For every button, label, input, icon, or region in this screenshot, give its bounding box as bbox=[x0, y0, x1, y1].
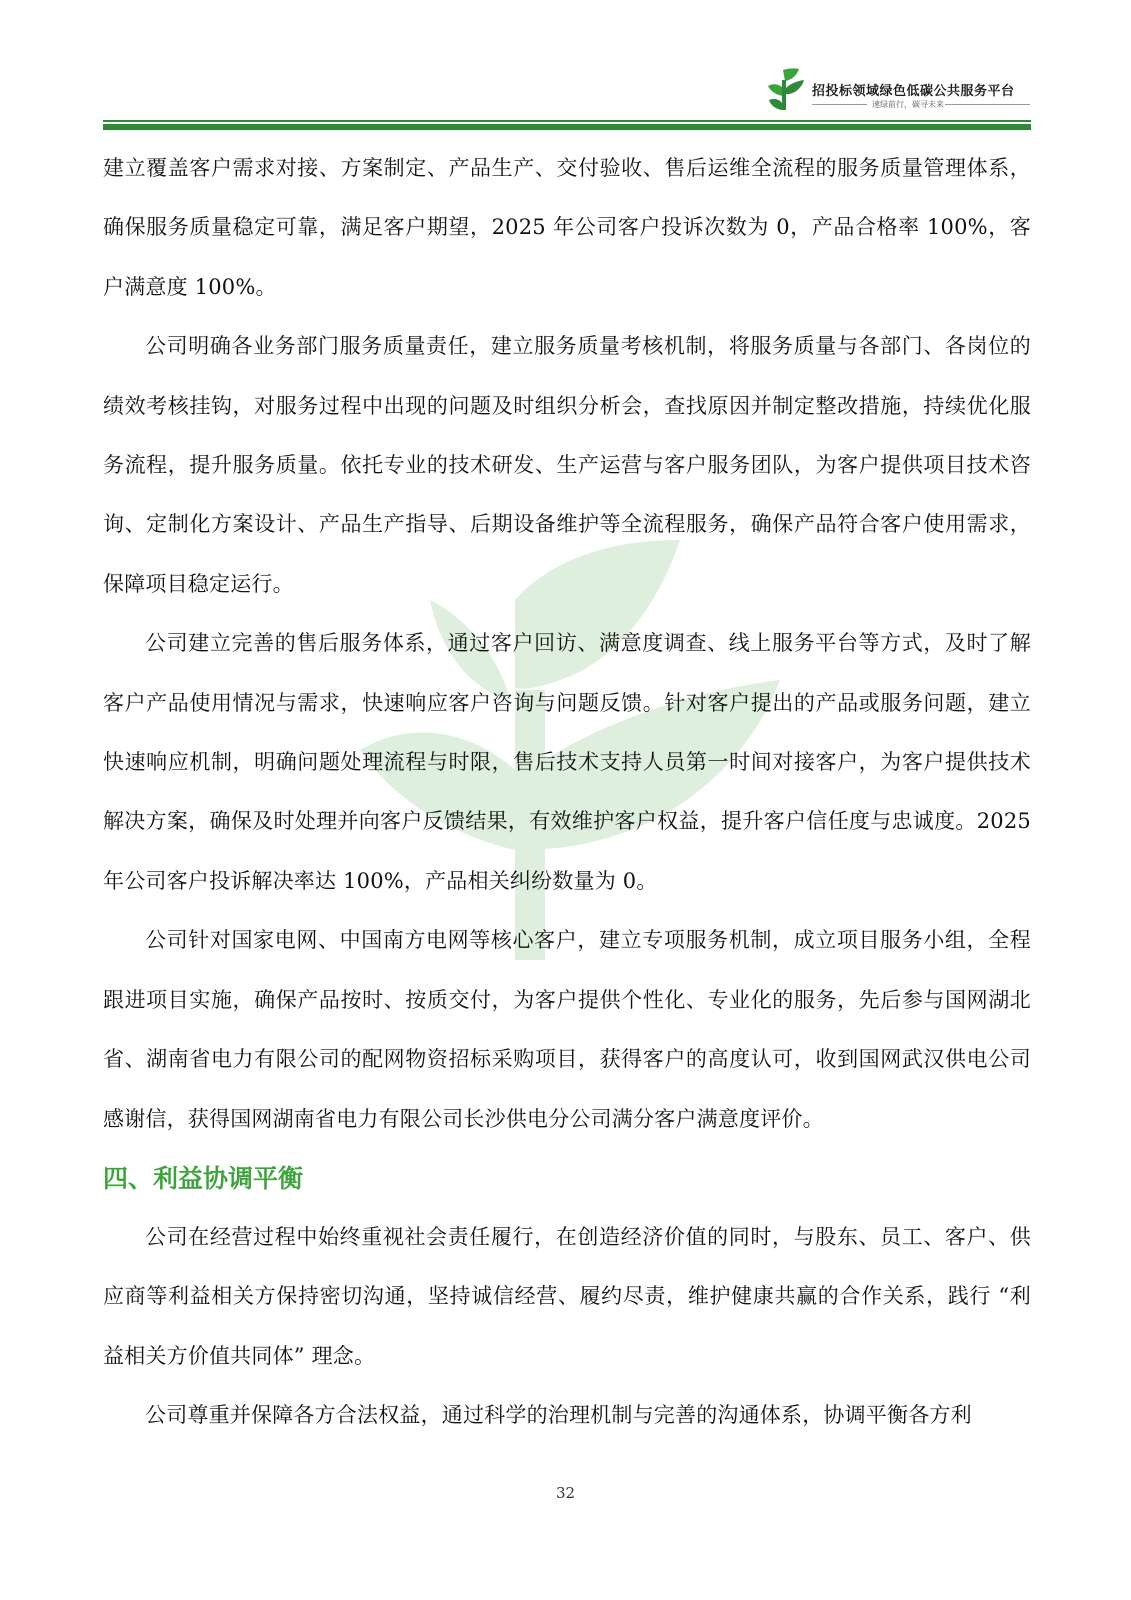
paragraph: 建立覆盖客户需求对接、方案制定、产品生产、交付验收、售后运维全流程的服务质量管理体系，确保服务质量稳定可靠，满足客户期望，2025 年公司客户投诉次数为 0，产品合格率 100%，客户满意度 100%。 bbox=[103, 156, 1031, 299]
page-header bbox=[0, 0, 1131, 132]
slogan-divider-left bbox=[812, 104, 867, 105]
green-sprout-logo-icon bbox=[765, 66, 805, 114]
slogan-divider-right bbox=[945, 104, 1030, 105]
paragraph: 公司针对国家电网、中国南方电网等核心客户，建立专项服务机制，成立项目服务小组，全程跟进项目实施，确保产品按时、按质交付，为客户提供个性化、专业化的服务，先后参与国网湖北省、湖南省电力有限公司的配网物资招标采购项目，获得客户的高度认可，收到国网武汉供电公司感谢信，获得国网湖南省电力有限公司长沙供电分公司满分客户满意度评价。 bbox=[103, 928, 1031, 1131]
paragraph: 公司在经营过程中始终重视社会责任履行，在创造经济价值的同时，与股东、员工、客户、供应商等利益相关方保持密切沟通，坚持诚信经营、履约尽责，维护健康共赢的合作关系，践行 “利益相关方价值共同体” 理念。 bbox=[103, 1224, 1031, 1368]
paragraph: 公司尊重并保障各方合法权益，通过科学的治理机制与完善的沟通体系，协调平衡各方利 bbox=[145, 1403, 972, 1428]
brand-title: 招投标领域绿色低碳公共服务平台 bbox=[812, 84, 1015, 99]
document-body bbox=[103, 139, 1031, 1446]
section-heading: 四、利益协调平衡 bbox=[103, 1163, 304, 1193]
paragraph: 公司明确各业务部门服务质量责任，建立服务质量考核机制，将服务质量与各部门、各岗位的绩效考核挂钩，对服务过程中出现的问题及时组织分析会，查找原因并制定整改措施，持续优化服务流程，提升服务质量。依托专业的技术研发、生产运营与客户服务团队，为客户提供项目技术咨询、定制化方案设计、产品生产指导、后期设备维护等全流程服务，确保产品符合客户使用需求，保障项目稳定运行。 bbox=[103, 334, 1031, 596]
brand-slogan: 速绿前行，碳寻未来 bbox=[872, 100, 944, 109]
paragraph: 公司建立完善的售后服务体系，通过客户回访、满意度调查、线上服务平台等方式，及时了解客户产品使用情况与需求，快速响应客户咨询与问题反馈。针对客户提出的产品或服务问题，建立快速响应机制，明确问题处理流程与时限，售后技术支持人员第一时间对接客户，为客户提供技术解决方案，确保及时处理并向客户反馈结果，有效维护客户权益，提升客户信任度与忠诚度。2025 年公司客户投诉解决率达 100%，产品相关纠纷数量为 0。 bbox=[103, 631, 1031, 893]
page-number: 32 bbox=[555, 1484, 576, 1502]
header-rule-thick bbox=[103, 124, 1031, 130]
header-rule bbox=[103, 120, 1031, 122]
